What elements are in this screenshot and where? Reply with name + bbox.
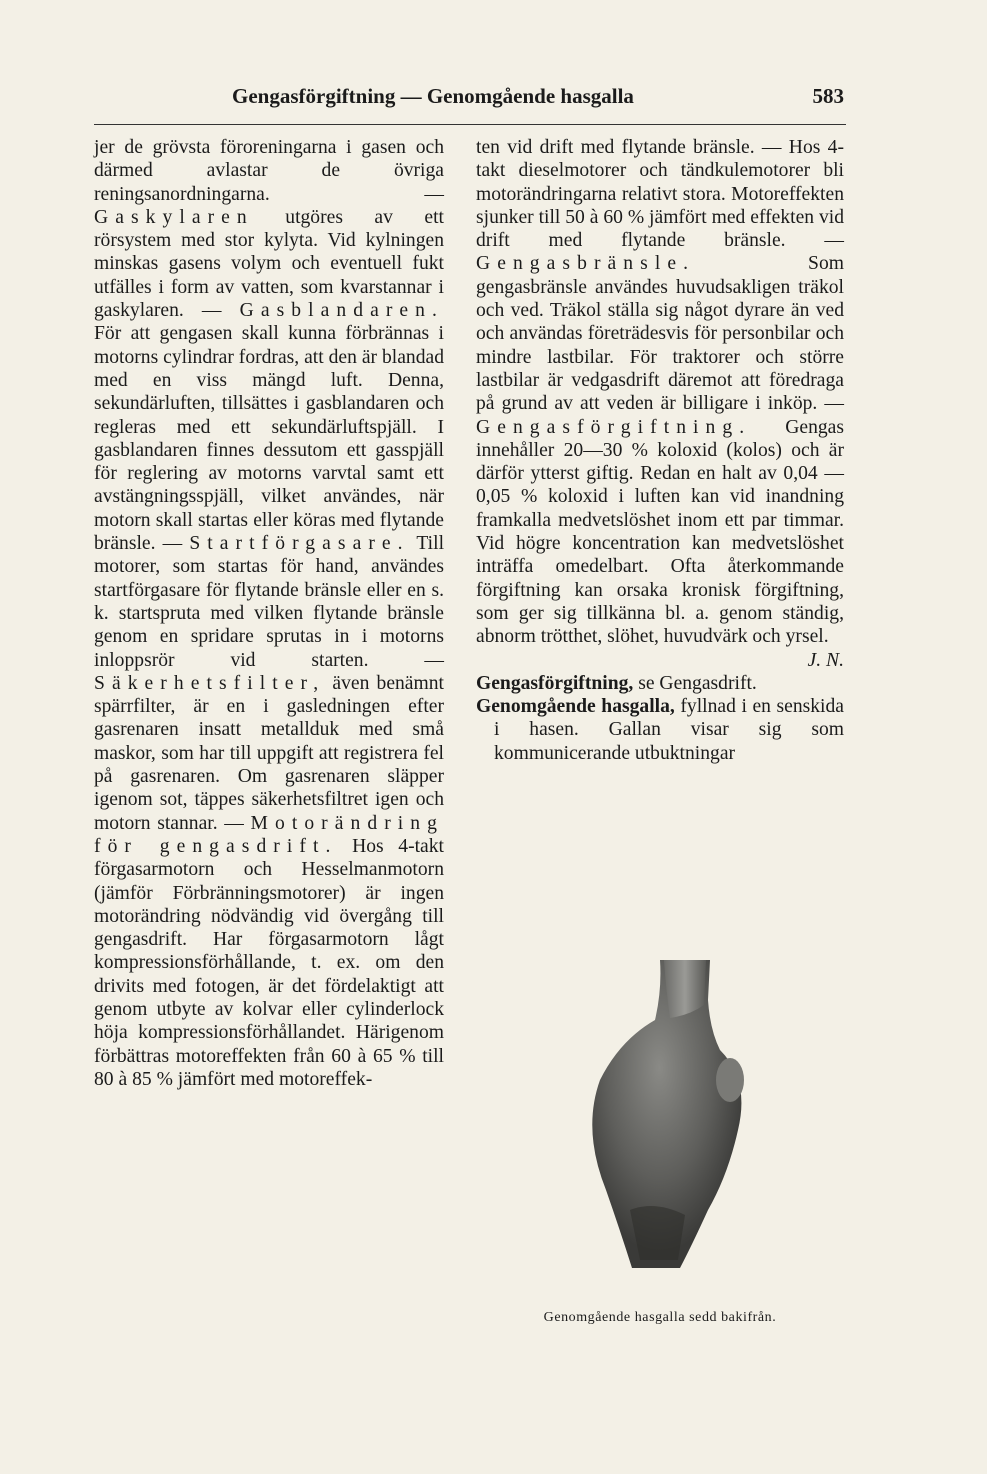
left-paragraph xyxy=(94,136,444,1091)
running-header xyxy=(232,84,844,114)
entry-text: se Gengasdrift. xyxy=(633,672,757,694)
header-title: Gengasförgiftning — Genomgående hasgalla xyxy=(232,84,634,108)
term-gaskylaren: Gaskylaren xyxy=(94,206,254,228)
text-run: För att gengasen skall kunna förbrännas i motorns cylindrar fordras, att den är blandad med en viss mängd luft. Denna, sekundärluften, tillsättes i gasblandaren och regleras med ett sekundärluftspjäll. I gasblandaren finnes dessutom ett gasspjäll för reglering av motorns varvtal samt ett avstängningsspjäll, vilket användes, när motorn skall startas eller köras med flytande bränsle. — xyxy=(94,323,444,555)
figure-caption: Genomgående hasgalla sedd bakifrån. xyxy=(543,1310,777,1325)
text-run: utgöres av ett rörsystem med stor kylyta. Vid kylningen minskas gasens volym och eventuell fukt utfälles i form av vatten, som kvarstannar i gaskylaren. — xyxy=(94,206,444,322)
term-gengasforgiftning: Gengasförgiftning. xyxy=(476,416,752,438)
term-motorandring: Motorändring för gengasdrift. xyxy=(94,812,444,857)
text-run: Till motorer, som startas för hand, användes startförgasare för flytande bränsle eller en s. k. startspruta med vilken flytande bränsle genom en spridare sprutas in i motorns inloppsrör vid starten. — xyxy=(94,533,445,671)
right-column xyxy=(476,136,844,765)
page-number: 583 xyxy=(812,84,844,108)
text-run: ten vid drift med flytande bränsle. — Hos 4-takt dieselmotorer och tändkulemotorer bli motorändringarna relativt stora. Motoreffekten sjunker till 50 à 60 % jämfört med effekten vid drift med flytande bränsle. — xyxy=(476,137,845,252)
left-column xyxy=(94,136,444,1091)
entry-headword: Genomgående hasgalla, xyxy=(476,696,675,718)
entry-text: fyllnad i en senskida i hasen. Gallan visar sig som kommunicerande utbuktningar xyxy=(494,696,844,764)
term-sakerhetsfilter: Säkerhetsfilter, xyxy=(94,672,326,694)
text-run: Som gengasbränsle användes huvudsakligen träkol och ved. Träkol ställa sig något dyrare än ved och användas företrädesvis för personbilar och mindre lastbilar. För traktorer och större lastbilar är vedgasdrift däremot att föredraga på grund av att veden är billigare i inköp. — xyxy=(476,253,844,415)
header-rule xyxy=(94,124,846,125)
text-run: även benämnt spärrfilter, är en i gasledningen efter gasrenaren insatt metallduk med små maskor, som har till uppgift att registrera fel på gasrenaren. Om gasrenaren släpper igenom sot, täppes säkerhetsfiltret igen och motorn stannar. — xyxy=(94,672,444,834)
right-paragraph xyxy=(476,136,844,672)
entry-headword: Gengasförgiftning, xyxy=(476,672,634,694)
text-run: Hos 4-takt förgasarmotorn och Hesselmanmotorn (jämför Förbränningsmotorer) är ingen motorändring nödvändig vid övergång till gengasdrift. Har förgasarmotorn lågt kompressionsförhållande, t. ex. om den drivits med fotogen, är det fördelaktigt att genom utbyte av kolvar eller cylinderlock höja kompressionsförhållandet. Härigenom förbättras motoreffekten från 60 à 65 % till 80 à 85 % jämfört med motoreffek- xyxy=(94,835,444,1090)
term-startforgasare: Startförgasare. xyxy=(189,533,410,555)
text-run: Gengas innehåller 20—30 % koloxid (kolos) och är därför ytterst giftig. Redan en halt av 0,04 —0,05 % koloxid i luften kan vid inandning framkalla medvetslöshet inom ett par timmar. Vid högre koncentration kan medvetslöshet inträffa omedelbart. Ofta återkommande förgiftning kan orsaka kronisk förgiftning, som ger sig tillkänna bl. a. genom ständig, abnorm trötthet, slöhet, huvudvärk och yrsel. xyxy=(476,416,844,648)
term-gasblandaren: Gasblandaren. xyxy=(239,300,444,322)
entry-genomgaende-hasgalla xyxy=(476,695,844,765)
author-signature: J. N. xyxy=(807,649,844,671)
text-run: jer de grövsta föroreningarna i gasen och därmed avlastar de övriga reningsanordningarna. — xyxy=(94,137,444,205)
term-gengasbransle: Gengasbränsle. xyxy=(476,253,696,275)
hasgalla-photo xyxy=(560,960,760,1268)
entry-gengasforgiftning xyxy=(476,672,844,695)
